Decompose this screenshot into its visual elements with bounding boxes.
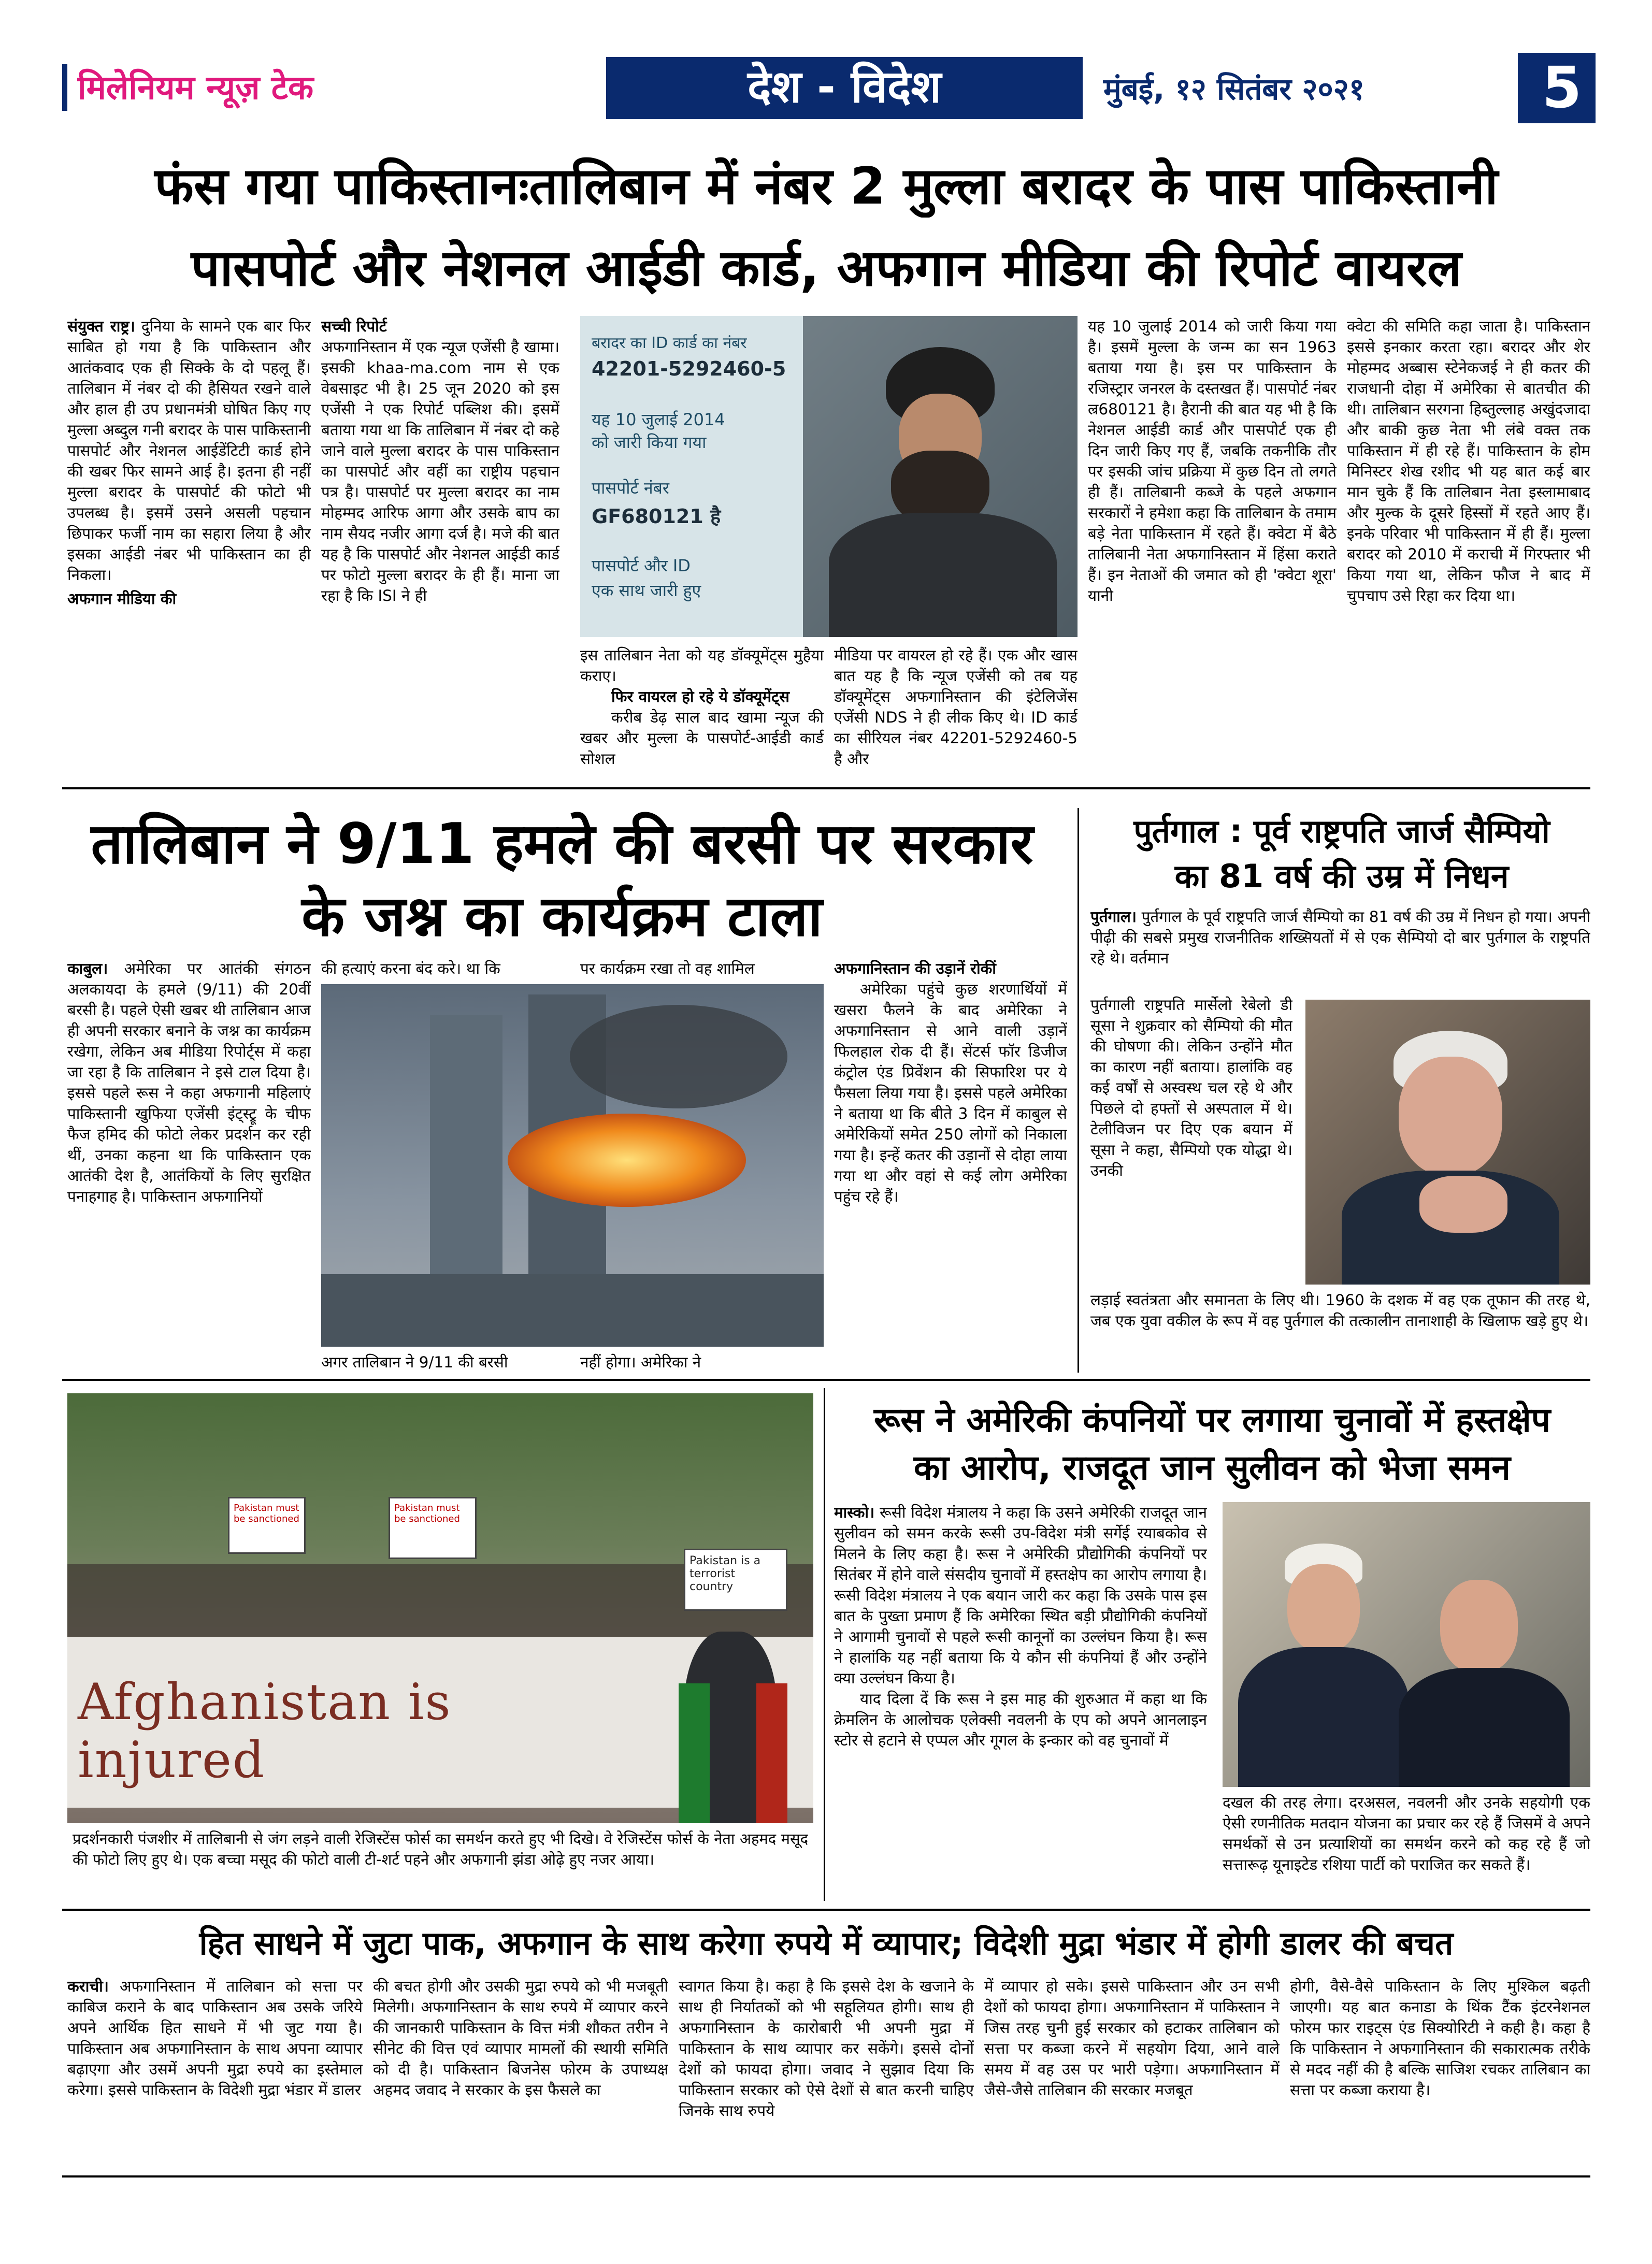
story3-headline-line2: का 81 वर्ष की उम्र में निधन bbox=[1174, 857, 1509, 895]
baradar-id-photo bbox=[580, 316, 1078, 637]
paper-name: मिलेनियम न्यूज़ टेक bbox=[78, 69, 314, 107]
masthead bbox=[62, 54, 1596, 121]
biden-putin-photo bbox=[1223, 1502, 1590, 1787]
story1-headline-line1: फंस गया पाकिस्तानःतालिबान में नंबर 2 मुल्ला बरादर के पास पाकिस्तानी bbox=[154, 157, 1498, 216]
story1-col1 bbox=[67, 316, 311, 772]
story2-headline-line2: के जश्न का कार्यक्रम टाला bbox=[301, 884, 823, 949]
subhead: सच्ची रिपोर्ट bbox=[321, 318, 387, 335]
story2-headline-line1: तालिबान ने 9/11 हमले की बरसी पर सरकार bbox=[91, 812, 1033, 876]
skyline-shape bbox=[321, 1274, 824, 1347]
story3-headline-line1: पुर्तगाल : पूर्व राष्ट्रपति जार्ज सैम्पियो bbox=[1133, 812, 1550, 850]
divider bbox=[62, 1909, 1590, 1911]
body-text: करीब डेढ़ साल बाद खामा न्यूज की खबर और मुल्ला के पासपोर्ट-आईडी कार्ड सोशल bbox=[580, 709, 824, 768]
story4-col2 bbox=[1223, 1792, 1590, 1901]
dateline: संयुक्त राष्ट्र। bbox=[67, 318, 135, 335]
section-title: देश - विदेश bbox=[748, 61, 941, 113]
story2-col1 bbox=[67, 958, 311, 1373]
story5-col3 bbox=[679, 1976, 974, 2162]
smoke-cloud-shape bbox=[570, 1005, 787, 1108]
dateline: काबुल। bbox=[67, 960, 108, 977]
sampaio-photo bbox=[1305, 1000, 1590, 1285]
body-text: में व्यापार हो सके। इससे पाकिस्तान और उन सभी देशों को फायदा होगा। अफगानिस्तान में पाकिस्तान ने जिस तरह चुनी हुई सरकार को हटाकर तालिबान को सत्ता पर कब्जा करने में सहयोग दिया, आने वाले समय में वह उस पर भारी पड़ेगा। अफगानिस्तान में जैसे-जैसे तालिबान की सरकार मजबूत bbox=[984, 1978, 1280, 2099]
body-text: रूसी विदेश मंत्रालय ने कहा कि उसने अमेरिकी राजदूत जान सुलीवन को समन करके रूसी उप-विदेश मंत्री सर्गेई रयाबकोव से मिलने के लिए कहा है। रूस ने अमेरिकी प्रौद्योगिकी कंपनियों पर सितंबर में होने वाले संसदीय चुनावों में हस्तक्षेप का आरोप लगाया है। रूसी विदेश मंत्रालय ने एक बयान जारी कर कहा कि उसके पास इस बात के पुख्ता प्रमाण हैं कि अमेरिका स्थित बड़ी प्रौद्योगिकी कंपनियों ने आगामी चुनावों से पहले रूसी कानूनों का उल्लंघन किया है। रूस ने हालांकि यह नहीं बताया कि ये कौन सी कंपनियां हैं और उन्होंने क्या उल्लंघन किया है। bbox=[834, 1504, 1207, 1687]
person-left-suit bbox=[1238, 1647, 1409, 1787]
person-left-face bbox=[1287, 1564, 1360, 1652]
story1-headline-line2: पासपोर्ट और नेशनल आईडी कार्ड, अफगान मीडिया की रिपोर्ट वायरल bbox=[191, 239, 1462, 298]
flag-red-shape bbox=[756, 1683, 787, 1823]
story2-col3-bottom: नहीं होगा। अमेरिका ने bbox=[580, 1353, 701, 1371]
body-text: अमेरिका पहुंचे कुछ शरणार्थियों में खसरा फैलने के बाद अमेरिका ने अफगानिस्तान से आने वाली उड़ानें फिलहाल रोक दी हैं। सेंटर्स फॉर डिजीज कंट्रोल एंड प्रिवेंशन की सिफारिश पर ये फैसला लिया गया है। इससे पहले अमेरिका ने बताया था कि बीते 3 दिन में काबुल से अमेरिकियों समेत 250 लोगों को निकाला गया है। इन्हें कतर की उड़ानों से दोहा लाया गया था और वहां से कई लोग अमेरिका पहुंच रहे हैं। bbox=[834, 980, 1067, 1205]
story3-top bbox=[1090, 906, 1590, 994]
story2-col2-bottom: अगर तालिबान ने 9/11 की बरसी bbox=[321, 1353, 508, 1371]
body-text: अफगानिस्तान में एक न्यूज एजेंसी है खामा। इसकी khaa-ma.com नाम से एक वेबसाइट भी है। 25 जून 2020 को इस एजेंसी ने एक रिपोर्ट पब्लिश की। इसमें बताया गया था कि तालिबान में नंबर दो कहे जाने वाले मुल्ला बरादर के पास पाकिस्तान का पासपोर्ट और वहीं का राष्ट्रीय पहचान पत्र है। पासपोर्ट पर मुल्ला बरादर का नाम मोहम्मद आरिफ आगा और उसके बाप का नाम सैयद नजीर आगा दर्ज है। मजे की बात यह है कि पासपोर्ट और नेशनल आईडी कार्ड पर फोटो मुल्ला बरादर के ही हैं। माना जा रहा है कि ISI ने ही bbox=[321, 338, 559, 604]
subhead: अफगानिस्तान की उड़ानें रोकीं bbox=[834, 960, 996, 977]
card-line-1: बरादर का ID कार्ड का नंबर bbox=[592, 334, 747, 352]
portrait-hands-shape bbox=[1419, 1176, 1507, 1233]
body-text: मीडिया पर वायरल हो रहे हैं। एक और खास बात यह है कि न्यूज एजेंसी को तब यह डॉक्यूमेंट्स अफगानिस्तान की इंटेलिजेंस एजेंसी NDS ने ही लीक किए थे। ID कार्ड का सीरियल नंबर 42201-5292460-5 है और bbox=[834, 646, 1078, 768]
fireball-shape bbox=[508, 1114, 746, 1207]
body-text: दुनिया के सामने एक बार फिर साबित हो गया है कि पाकिस्तान और आतंकवाद एक ही सिक्के के दो पहलू हैं। तालिबान में नंबर दो की हैसियत रखने वाले और हाल ही उप प्रधानमंत्री घोषित किए गए मुल्ला अब्दुल गनी बरादर के पास पाकिस्तानी पासपोर्ट और नेशनल आईडेंटिटी कार्ड होने की खबर फिर सामने आई है। इतना ही नहीं मुल्ला बरादर के पासपोर्ट की फोटो भी उपलब्ध है। इसमें उसने असली पहचान छिपाकर फर्जी नाम का सहारा लिया है और इसका आईडी नंबर भी पाकिस्तान का ही निकला। bbox=[67, 318, 311, 584]
masthead-left-bar bbox=[62, 64, 67, 111]
body-text: इस तालिबान नेता को यह डॉक्यूमेंट्स मुहैया कराए। bbox=[580, 646, 824, 685]
date-line: मुंबई, १२ सितंबर २०२१ bbox=[1103, 71, 1364, 107]
story2-col2-top: की हत्याएं करना बंद करे। था कि bbox=[321, 960, 500, 977]
card-line-2: 42201-5292460-5 bbox=[592, 357, 786, 380]
story1-col5 bbox=[1088, 316, 1337, 772]
card-line-4: को जारी किया गया bbox=[592, 432, 707, 452]
story5-col5 bbox=[1290, 1976, 1590, 2162]
story2-col3-top: पर कार्यक्रम रखा तो वह शामिल bbox=[580, 960, 755, 977]
dateline: पुर्तगाल। bbox=[1090, 908, 1137, 926]
card-line-7: पासपोर्ट और ID bbox=[592, 556, 691, 575]
body-text: पुर्तगाल के पूर्व राष्ट्रपति जार्ज सैम्पियो का 81 वर्ष की उम्र में निधन हो गया। अपनी पीढ़ी की सबसे प्रमुख राजनीतिक शख्सियतों में से एक सैम्पियो दो बार पुर्तगाल के राष्ट्रपति रहे थे। वर्तमान bbox=[1090, 908, 1590, 967]
story5-headline: हित साधने में जुटा पाक, अफगान के साथ करेगा रुपये में व्यापार; विदेशी मुद्रा भंडार में होगी डालर की बचत bbox=[199, 1924, 1454, 1962]
body-text: लड़ाई स्वतंत्रता और समानता के लिए थी। 1960 के दशक में वह एक तूफान की तरह थे, जब एक युवा वकील के रूप में वह पुर्तगाल की तत्कालीन तानाशाही के खिलाफ खड़े हुए थे। bbox=[1090, 1291, 1590, 1330]
banner-text: Afghanistan is injured bbox=[78, 1673, 452, 1789]
dateline: कराची। bbox=[67, 1978, 109, 1995]
portrait-face-shape bbox=[1399, 1057, 1502, 1176]
body-text: क्वेटा की समिति कहा जाता है। पाकिस्तान इससे इनकार करता रहा। बरादर और शेर मोहम्मद अब्बास स्टेनेकजई ने ही कतर की राजधानी दोहा में अमेरिका से बातचीत की थी। तालिबान सरगना हिब्तुल्लाह अखुंदजादा और बाकी कुछ नेता भी लंबे वक्त तक पाकिस्तान में ही रहे हैं। पाकिस्तान के होम मिनिस्टर शेख रशीद भी यह बात कई बार मान चुके हैं कि तालिबान नेता इस्लामाबाद और मुल्क के दूसरे हिस्सों में रहते आए हैं। इनके परिवार भी पाकिस्तान में ही हैं। मुल्ला बरादर को 2010 में कराची में गिरफ्तार भी किया गया था, लेकिन फौज ने बाद में चुपचाप उसे रिहा कर दिया था। bbox=[1347, 318, 1590, 604]
twin-towers-photo bbox=[321, 984, 824, 1347]
divider bbox=[62, 1379, 1590, 1381]
story5-col2 bbox=[373, 1976, 668, 2162]
body-text: अमेरिका पर आतंकी संगठन अलकायदा के हमले (9/11) की 20वीं बरसी है। पहले ऐसी खबर थी तालिबान आज ही अपनी सरकार बनाने के जश्न का कार्यक्रम रखेगा, लेकिन अब मीडिया रिपोर्ट्स में कहा जा रहा है कि तालिबान ने इसे टाल दिया है। इससे पहले रूस ने कहा अफगानी महिलाएं पाकिस्तानी खुफिया एजेंसी इंट्स्ट्रू के चीफ फैज हमिद की फोटो लेकर प्रदर्शन कर रही थीं, उनका कहना था कि पाकिस्तान एक आतंकी देश है, आतंकियों के लिए सुरक्षित पनाहगाह है। पाकिस्तान अफगानियों bbox=[67, 960, 311, 1205]
body-text: होगी, वैसे-वैसे पाकिस्तान के लिए मुश्किल बढ़ती जाएगी। यह बात कनाडा के थिंक टैंक इंटरनेशनल फोरम फार राइट्स एंड सिक्योरिटी ने कही है। कहा है कि पाकिस्तान ने अफगानिस्तान की सकारात्मक तरीके से मदद नहीं की है बल्कि साजिश रचकर तालिबान का सत्ता पर कब्जा कराया है। bbox=[1290, 1978, 1590, 2099]
story4-headline-line1: रूस ने अमेरिकी कंपनियों पर लगाया चुनावों में हस्तक्षेप bbox=[873, 1400, 1551, 1440]
body-text: यह 10 जुलाई 2014 को जारी किया गया है। इसमें मुल्ला के जन्म का सन 1963 बताया गया है। इस पर पाकिस्तान के रजिस्ट्रार जनरल के दस्तखत हैं। पासपोर्ट नंबर ल्र680121 है। हैरानी की बात यह भी है कि नेशनल आईडी कार्ड और पासपोर्ट एक ही दिन जारी किए गए हैं, जबकि तकनीकि तौर पर इसकी जांच प्रक्रिया में कुछ दिन तो लगते ही हैं। तालिबानी कब्जे के पहले अफगान सरकारों ने हमेशा कहा कि तालिबान के तमाम बड़े नेता पाकिस्तान में रहते हैं। क्वेटा में बैठे तालिबानी नेता अफगानिस्तान में हिंसा कराते हैं। इन नेताओं की जमात को ही 'क्वेटा शूरा' यानी bbox=[1088, 318, 1337, 604]
page-number: 5 bbox=[1542, 54, 1582, 121]
body-text: याद दिला दें कि रूस ने इस माह की शुरुआत में कहा था कि क्रेमलिन के आलोचक एलेक्सी नवलनी के एप को अपने आनलाइन स्टोर से हटाने से एप्पल और गूगल के इन्कार को वह चुनावों में bbox=[834, 1690, 1207, 1749]
card-line-3: यह 10 जुलाई 2014 bbox=[592, 410, 725, 429]
vertical-divider bbox=[1078, 808, 1079, 1373]
divider bbox=[62, 787, 1590, 789]
dateline: मास्को। bbox=[834, 1504, 875, 1521]
person-right-suit bbox=[1399, 1668, 1570, 1787]
flag-green-shape bbox=[679, 1683, 710, 1823]
protest-sign-1: Pakistan must be sanctioned bbox=[228, 1497, 306, 1554]
story3-narrow bbox=[1090, 994, 1292, 1285]
story5-col4 bbox=[984, 1976, 1280, 2162]
story1-col6 bbox=[1347, 316, 1590, 772]
story1-col4 bbox=[834, 645, 1078, 774]
card-line-8: एक साथ जारी हुए bbox=[592, 581, 701, 600]
body-text: की बचत होगी और उसकी मुद्रा रुपये को भी मजबूती मिलेगी। अफगानिस्तान के साथ रुपये में व्यापार करने की जानकारी पाकिस्तान के वित्त मंत्री शौकत तरीन ने सीनेट की वित्त एवं व्यापार मामलों की स्थायी समिति को दी है। पाकिस्तान बिजनेस फोरम के उपाध्यक्ष अहमद जवाद ने सरकार के इस फैसले का bbox=[373, 1978, 668, 2099]
vertical-divider bbox=[824, 1388, 825, 1901]
bottom-rule bbox=[62, 2175, 1590, 2178]
person-right-face bbox=[1440, 1580, 1518, 1673]
subhead: अफगान मीडिया की bbox=[67, 590, 177, 608]
protest-sign-3: Pakistan is a terrorist country bbox=[684, 1549, 787, 1611]
protest-caption: प्रदर्शनकारी पंजशीर में तालिबानी से जंग लड़ने वाली रेजिस्टेंस फोर्स का समर्थन करते हुए भी दिखे। वे रेजिस्टेंस फोर्स के नेता अहमद मसूद की फोटो लिए हुए थे। एक बच्चा मसूद की फोटो वाली टी-शर्ट पहने और अफगानी झंडा ओढ़े हुए नजर आया। bbox=[73, 1830, 808, 1868]
story2-col4 bbox=[834, 958, 1067, 1373]
story5-col1 bbox=[67, 1976, 363, 2162]
body-text: अफगानिस्तान में तालिबान को सत्ता पर काबिज कराने के बाद पाकिस्तान अब उसके जरिये अपने आर्थिक हित साधने में भी जुट गया है। पाकिस्तान अब अफगानिस्तान के साथ अपना व्यापार बढ़ाएगा और उसमें अपनी मुद्रा रुपये का इस्तेमाल करेगा। इससे पाकिस्तान के विदेशी मुद्रा भंडार में डालर bbox=[67, 1978, 363, 2099]
protest-sign-2: Pakistan must be sanctioned bbox=[389, 1497, 477, 1559]
story4-col1 bbox=[834, 1502, 1207, 1901]
story3-bottom bbox=[1090, 1290, 1590, 1373]
portrait-body-shape bbox=[829, 513, 1057, 637]
body-text: स्वागत किया है। कहा है कि इससे देश के खजाने के साथ ही निर्यातकों को भी सहूलियत होगी। साथ ही अफगानिस्तान के कारोबारी भी अपनी मुद्रा में पाकिस्तान के साथ व्यापार कर सकेंगे। इससे दोनों देशों को फायदा होगा। जवाद ने सुझाव दिया कि पाकिस्तान सरकार को ऐसे देशों से बात करनी चाहिए जिनके साथ रुपये bbox=[679, 1978, 974, 2119]
story1-col2 bbox=[321, 316, 559, 772]
story1-col3 bbox=[580, 645, 824, 774]
body-text: पुर्तगाली राष्ट्रपति मार्सेलो रेबेलो डी सूसा ने शुक्रवार को सैम्पियो की मौत की घोषणा की। लेकिन उन्होंने मौत का कारण नहीं बताया। हालांकि वह कई वर्षों से अस्वस्थ चल रहे थे और पिछले दो हफ्तों से अस्पताल में थे। टेलीविजन पर दिए एक बयान में सूसा ने कहा, सैम्पियो एक योद्धा थे। उनकी bbox=[1090, 996, 1292, 1179]
story4-headline-line2: का आरोप, राजदूत जान सुलीवन को भेजा समन bbox=[914, 1448, 1511, 1488]
card-line-6: GF680121 है bbox=[592, 505, 721, 528]
body-text: दखल की तरह लेगा। दरअसल, नवलनी और उनके सहयोगी एक ऐसी रणनीतिक मतदान योजना का प्रचार कर रहे हैं जिसमें वे अपने समर्थकों से उन प्रत्याशियों का समर्थन करने को कह रहे हैं जो सत्तारूढ़ यूनाइटेड रशिया पार्टी को पराजित कर सकते हैं। bbox=[1223, 1794, 1590, 1873]
subhead: फिर वायरल हो रहे ये डॉक्यूमेंट्स bbox=[611, 688, 789, 705]
card-line-5: पासपोर्ट नंबर bbox=[592, 478, 669, 498]
protest-photo bbox=[67, 1393, 813, 1823]
